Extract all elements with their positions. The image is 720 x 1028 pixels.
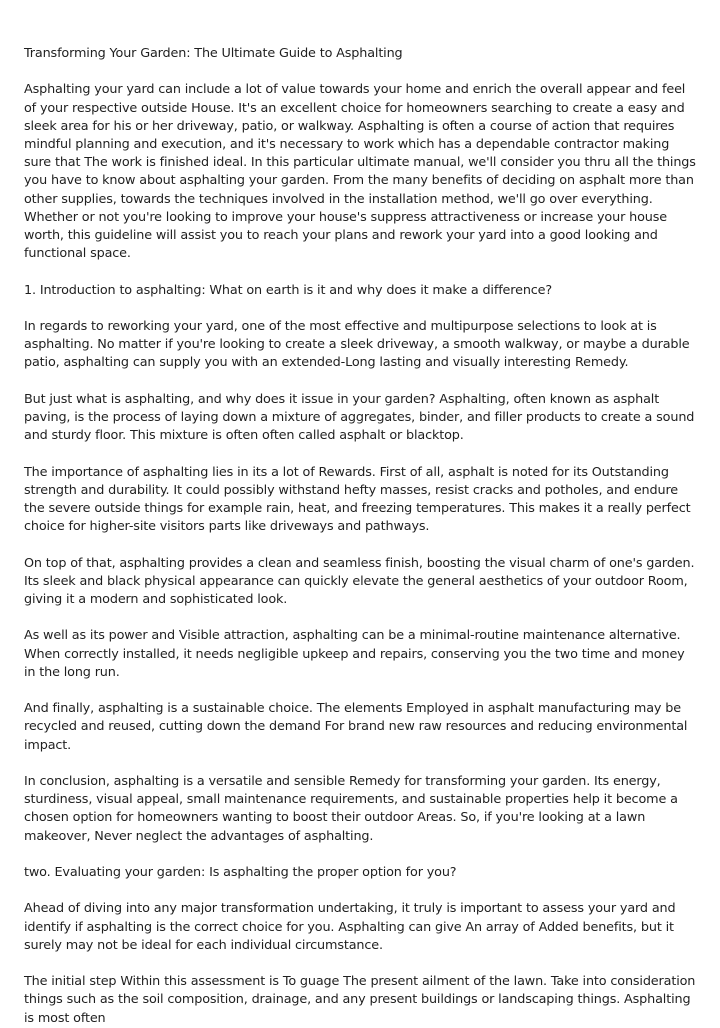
paragraph: In conclusion, asphalting is a versatile and sensible Remedy for transforming your garden. Its energy, sturdiness, visual appeal, small maintenance requirements, and sustainable properties help it become a chosen option for homeowners wanting to boost their outdoor Areas. So, if you're looking at a lawn makeover, Never neglect the advantages of asphalting. (24, 773, 678, 844)
paragraph: The importance of asphalting lies in its a lot of Rewards. First of all, asphalt is noted for its Outstanding strength and durability. It could possibly withstand hefty masses, resist cracks and potholes, and endure the severe outside things for example rain, heat, and freezing temperatures. This makes it a really perfect choice for higher-site visitors parts like driveways and pathways. (24, 464, 691, 535)
section-heading-2: two. Evaluating your garden: Is asphalting the proper option for you? (24, 864, 457, 880)
paragraph: And finally, asphalting is a sustainable choice. The elements Employed in asphalt manufacturing may be recycled and reused, cutting down the demand For brand new raw resources and reducing environmental impact. (24, 701, 688, 753)
section-heading-1: 1. Introduction to asphalting: What on earth is it and why does it make a difference? (24, 282, 553, 298)
paragraph: As well as its power and Visible attraction, asphalting can be a minimal-routine maintenance alternative. When correctly installed, it needs negligible upkeep and repairs, conserving you the two time and money in the long run. (24, 628, 685, 680)
paragraph: Ahead of diving into any major transformation undertaking, it truly is important to assess your yard and identify if asphalting is the correct choice for you. Asphalting can give An array of Added benefits, but it surely may not be ideal for each individual circumstance. (24, 901, 676, 953)
paragraph: But just what is asphalting, and why does it issue in your garden? Asphalting, often known as asphalt paving, is the process of laying down a mixture of aggregates, binder, and filler products to create a sound and sturdy floor. This mixture is often often called asphalt or blacktop. (24, 391, 695, 444)
paragraph: On top of that, asphalting provides a clean and seamless finish, boosting the visual charm of one's garden. Its sleek and black physical appearance can quickly elevate the general aesthetics of your outdoor Room, giving it a modern and sophisticated look. (24, 555, 695, 607)
document-title: Transforming Your Garden: The Ultimate Guide to Asphalting (24, 46, 403, 61)
paragraph: In regards to reworking your yard, one of the most effective and multipurpose selections to look at is asphalting. No matter if you're looking to create a sleek driveway, a smooth walkway, or maybe a durable patio, asphalting can supply you with an extended-Long lasting and visually interesting Remedy. (24, 319, 690, 371)
intro-paragraph: Asphalting your yard can include a lot of value towards your home and enrich the overall appear and feel of your respective outside House. It's an excellent choice for homeowners searching to create a easy and sleek area for his or her driveway, patio, or walkway. Asphalting is often a course of action that requires mindful planning and execution, and it's necessary to work which has a dependable contractor making sure that The work is finished ideal. In this particular ultimate manual, we'll consider you thru all the things you have to know about asphalting your garden. From the many benefits of deciding on asphalt more than other supplies, towards the techniques involved in the installation method, we'll go over everything. Whether or not you're looking to improve your house's suppress attractiveness or increase your house worth, this guideline will assist you to reach your plans and rework your yard into a good looking and functional space. (24, 82, 696, 262)
paragraph: The initial step Within this assessment is To guage The present ailment of the lawn. Take into consideration things such as the soil composition, drainage, and any present buildings or landscaping things. Asphalting is most often (24, 974, 696, 1026)
